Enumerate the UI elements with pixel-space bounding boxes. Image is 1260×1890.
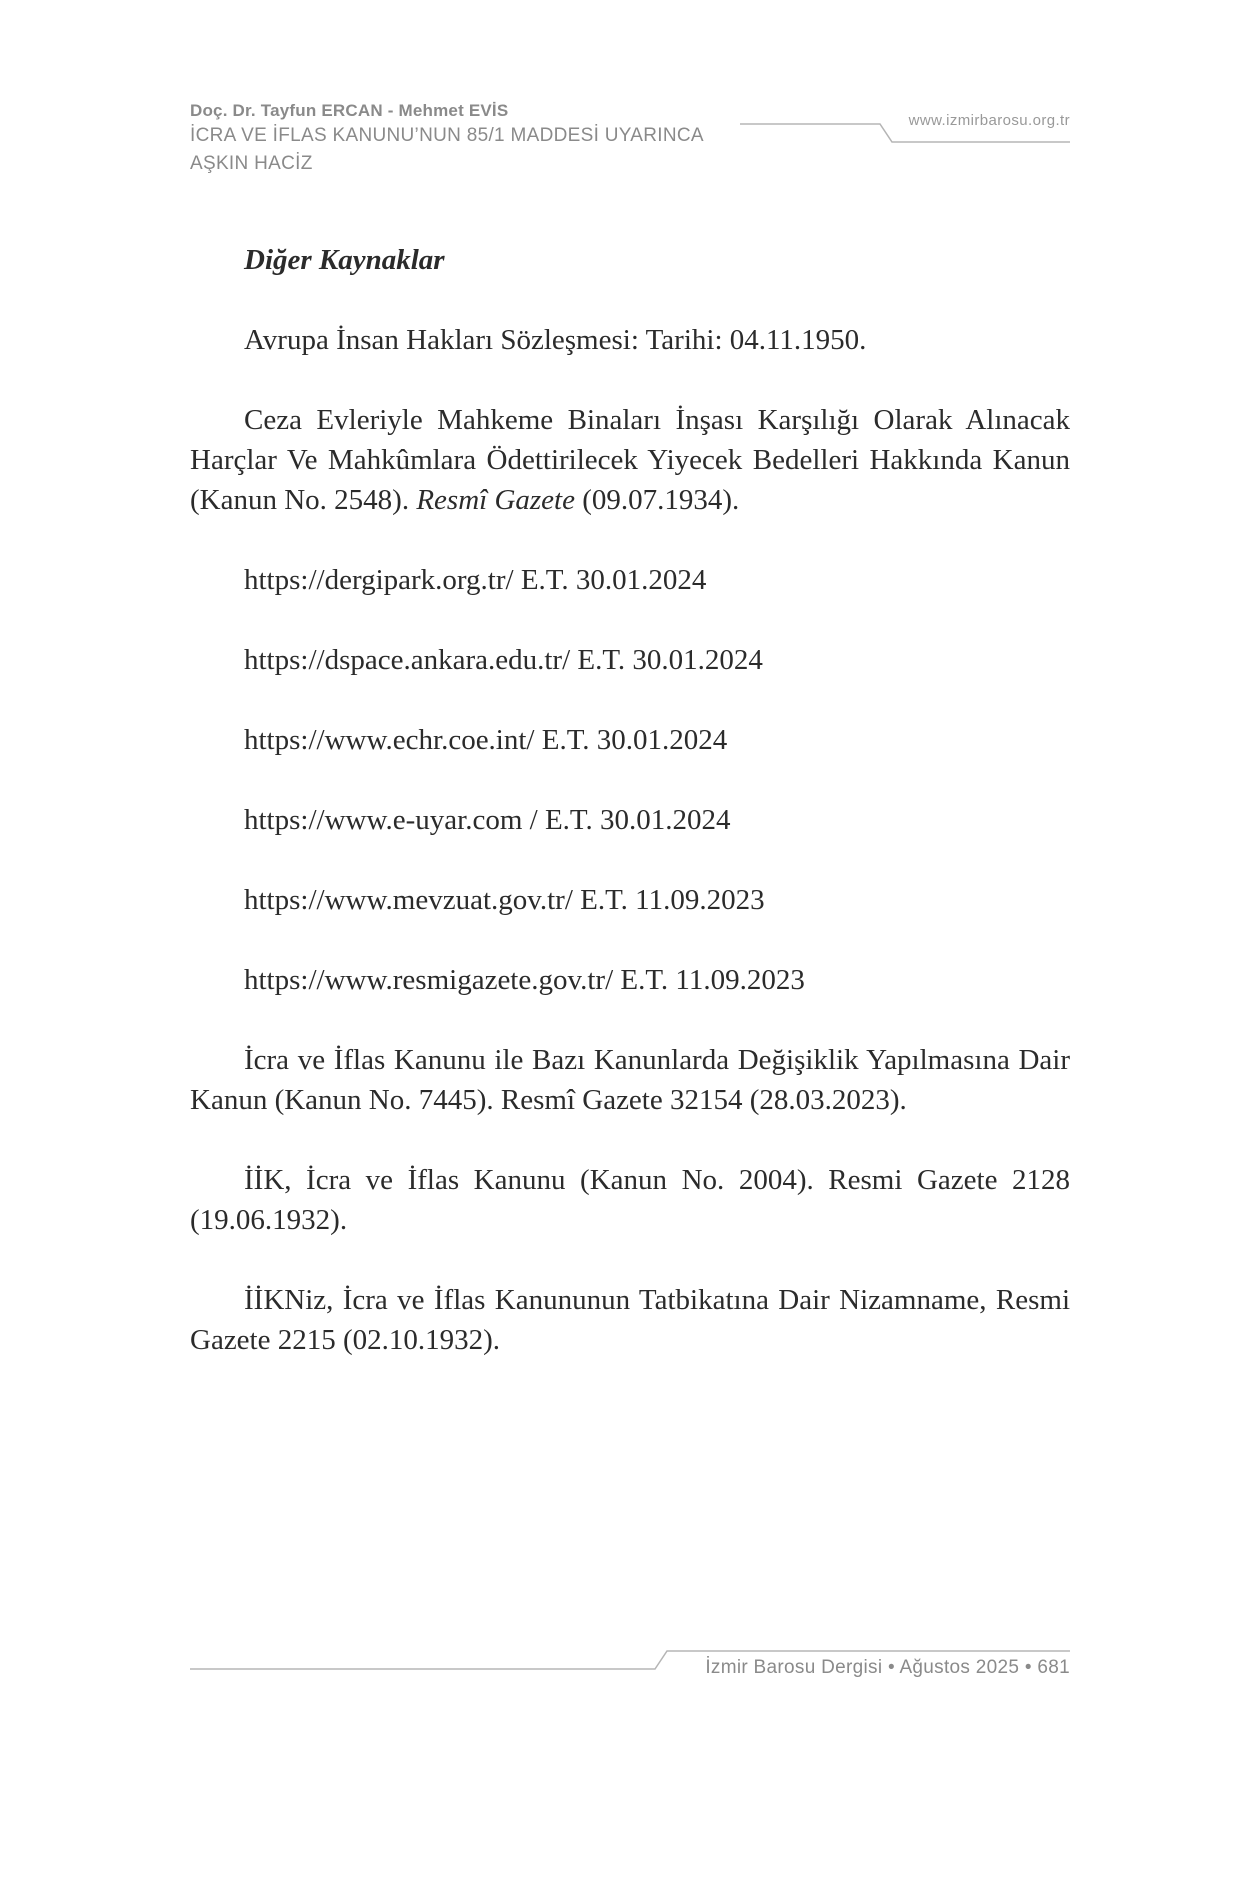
footer-journal: İzmir Barosu Dergisi <box>705 1657 883 1678</box>
reference-link[interactable]: https://www.echr.coe.int/ E.T. 30.01.2024 <box>244 724 728 756</box>
reference-link[interactable]: https://www.mevzuat.gov.tr/ E.T. 11.09.2023 <box>244 884 765 916</box>
reference-text: Ceza Evleriyle Mahkeme Binaları İnşası Karşılığı Olarak Alınacak Harçlar Ve Mahkûmlara Ödettirilecek Yiyecek Bedelleri Hakkında Kanun (Kanun No. 2548). <box>190 404 1070 516</box>
section-heading: Diğer Kaynaklar <box>244 244 445 276</box>
footer-text <box>705 1657 1070 1679</box>
reference-item: İİKNiz, İcra ve İflas Kanununun Tatbikatına Dair Nizamname, Resmi Gazete 2215 (02.10.1932). <box>190 1284 1070 1356</box>
footer-separator: • <box>1024 1657 1038 1678</box>
footer-date: Ağustos 2025 <box>899 1657 1020 1678</box>
reference-italic-text: Resmî Gazete <box>416 484 575 516</box>
reference-link[interactable]: https://www.resmigazete.gov.tr/ E.T. 11.09.2023 <box>244 964 805 996</box>
page-header <box>190 100 1070 178</box>
reference-item: Avrupa İnsan Hakları Sözleşmesi: Tarihi: 04.11.1950. <box>244 324 867 356</box>
header-url[interactable]: www.izmirbarosu.org.tr <box>908 112 1070 129</box>
header-title-line-2: AŞKIN HACİZ <box>190 153 313 174</box>
reference-item: İİK, İcra ve İflas Kanunu (Kanun No. 2004). Resmi Gazete 2128 (19.06.1932). <box>190 1164 1070 1236</box>
reference-item: İcra ve İflas Kanunu ile Bazı Kanunlarda Değişiklik Yapılmasına Dair Kanun (Kanun No. 7445). Resmî Gazete 32154 (28.03.2023). <box>190 1044 1070 1116</box>
footer-separator: • <box>887 1657 900 1678</box>
reference-text: (09.07.1934). <box>574 484 740 516</box>
reference-link[interactable]: https://www.e-uyar.com / E.T. 30.01.2024 <box>244 804 731 836</box>
reference-link[interactable]: https://dergipark.org.tr/ E.T. 30.01.2024 <box>244 564 707 596</box>
page-footer <box>190 1645 1070 1685</box>
page-content <box>190 240 1070 1400</box>
header-authors: Doç. Dr. Tayfun ERCAN - Mehmet EVİS <box>190 101 509 120</box>
reference-link[interactable]: https://dspace.ankara.edu.tr/ E.T. 30.01.2024 <box>244 644 763 676</box>
header-title-line-1: İCRA VE İFLAS KANUNU’NUN 85/1 MADDESİ UYARINCA <box>190 125 704 146</box>
page-number: 681 <box>1037 1657 1070 1678</box>
reference-item <box>190 400 1070 520</box>
